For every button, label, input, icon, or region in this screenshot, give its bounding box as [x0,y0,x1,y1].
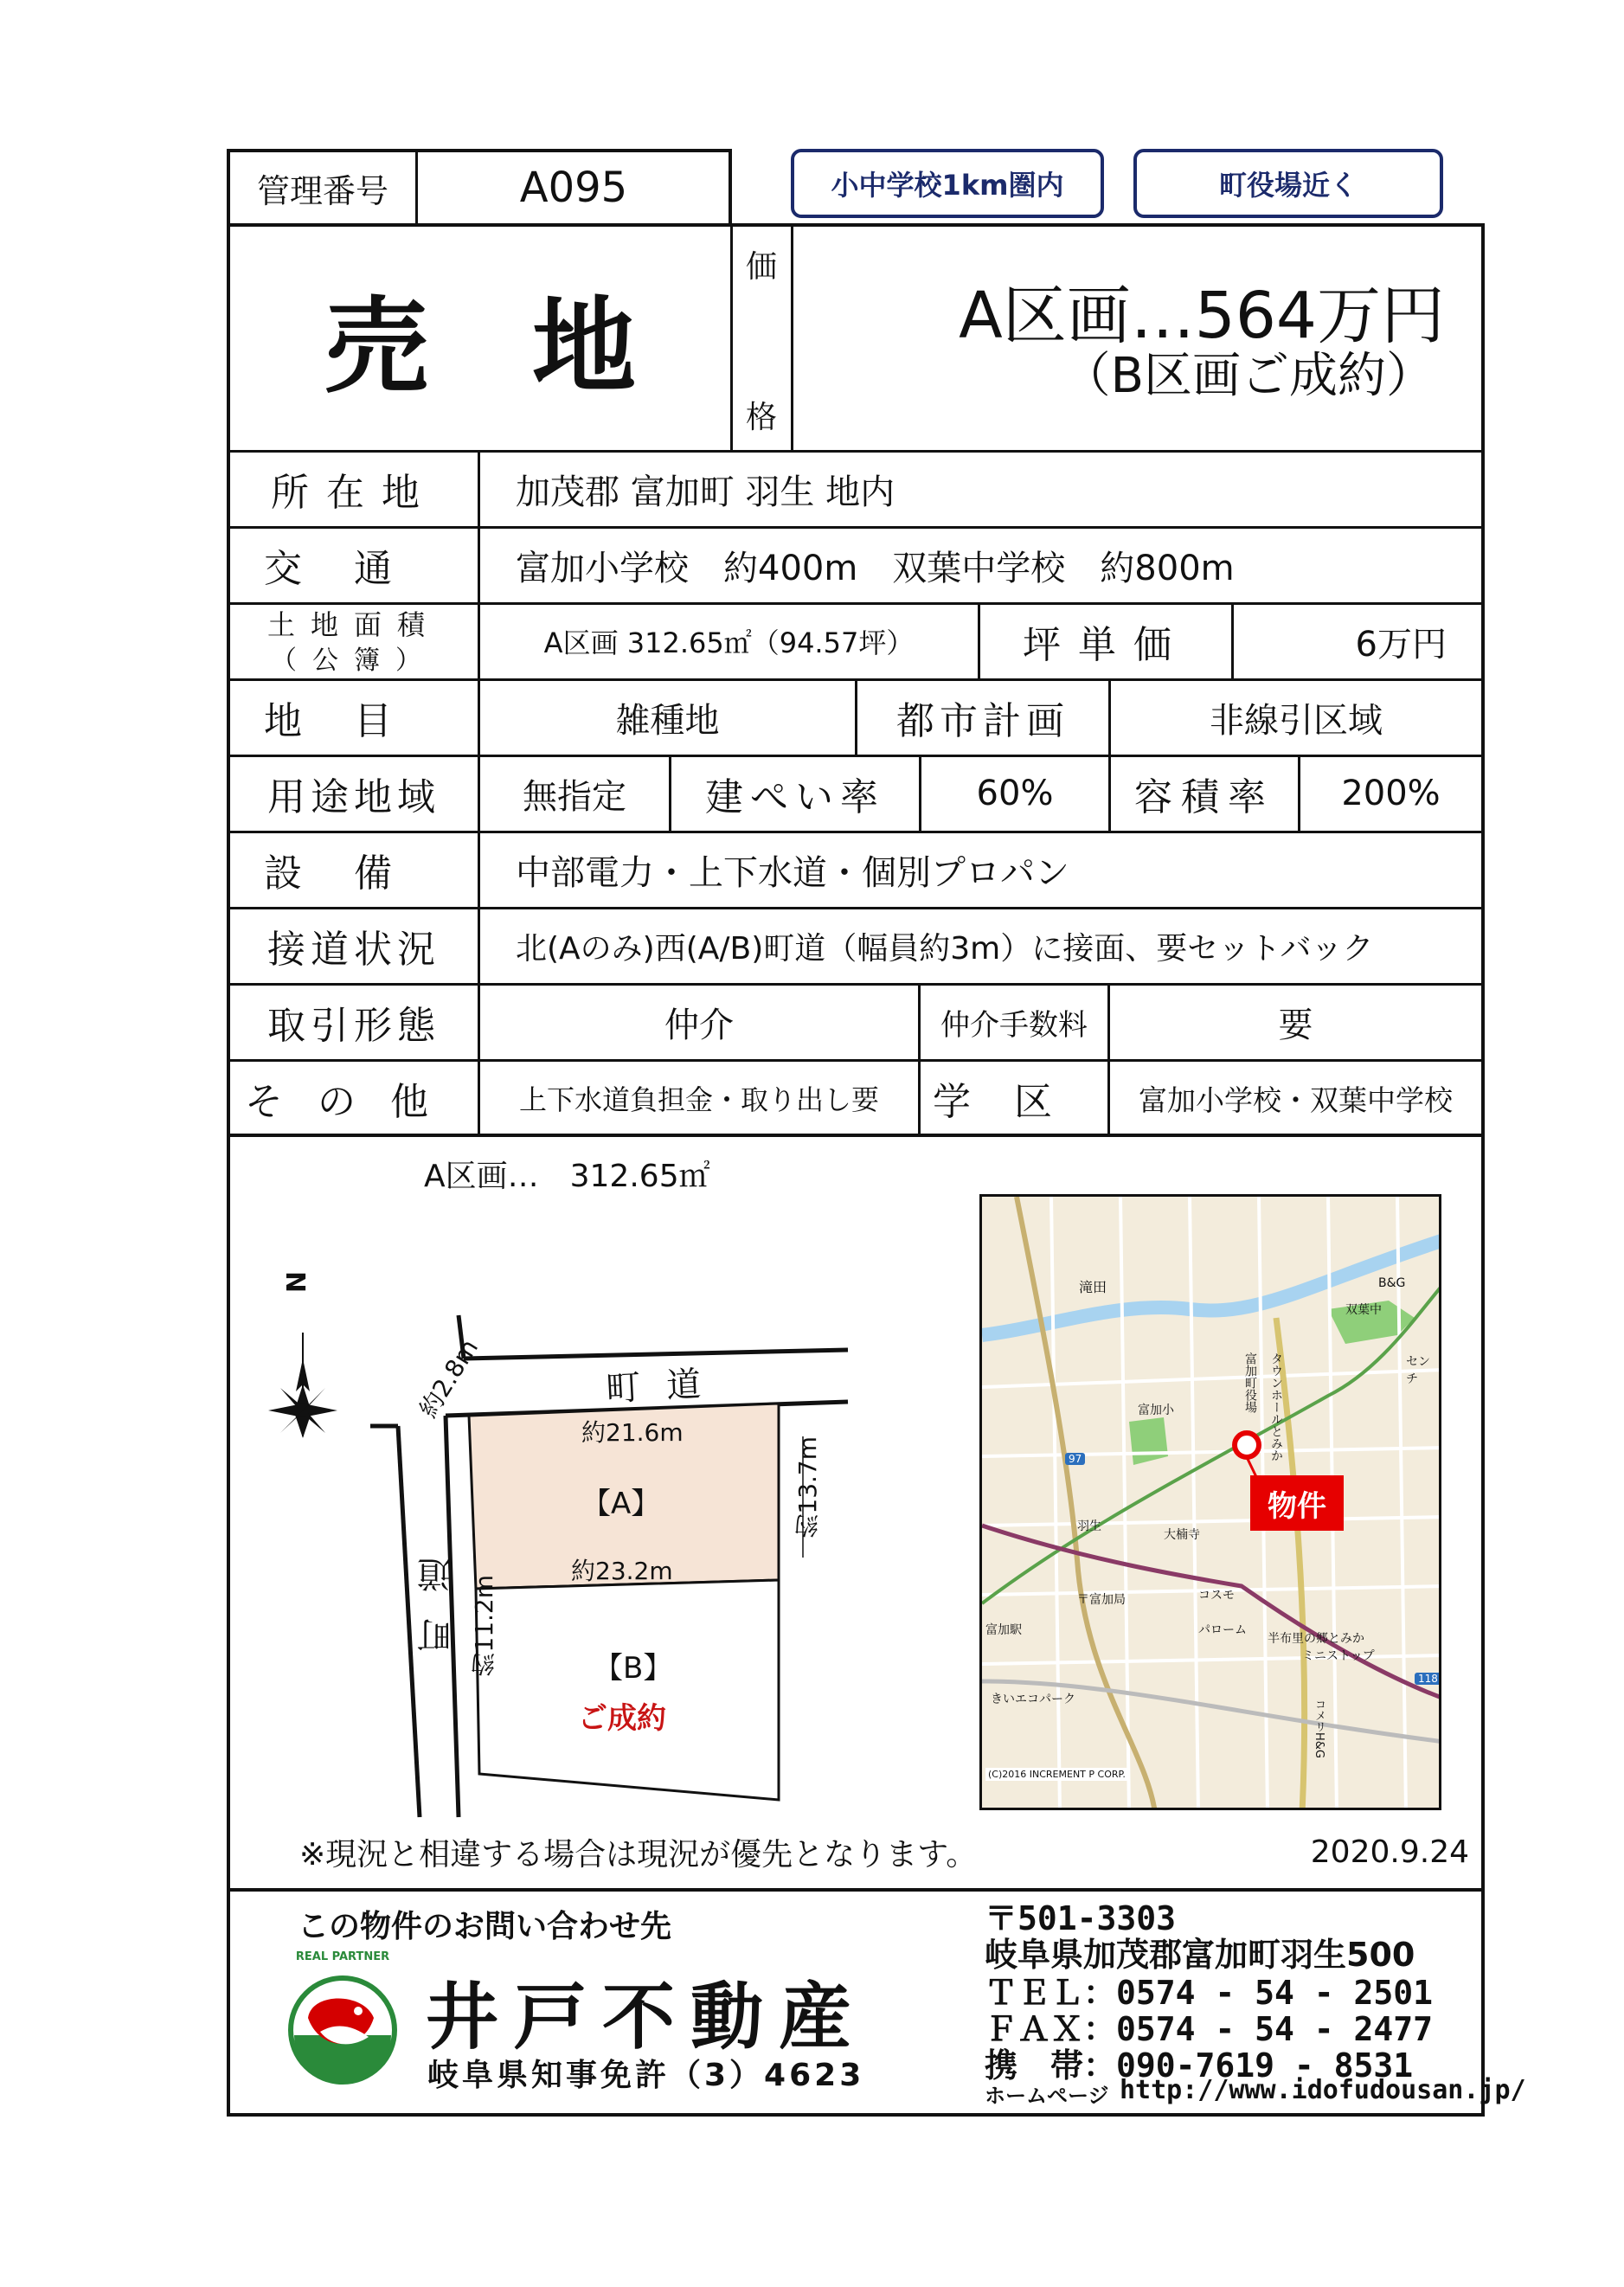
zoning-value: 無指定 [523,776,626,817]
price-label-bottom: 格 [745,399,777,435]
land-type-value: 雑種地 [615,700,720,741]
road-top-label: 町道 [605,1363,729,1410]
map-label: センチ [1406,1355,1430,1386]
management-number-label: 管理番号 [256,171,388,210]
map-label: 半布里の郷とみか [1268,1632,1364,1646]
plot-caption: A区画… 312.65㎡ [424,1158,710,1194]
fax-number: ＦＡＸ：0574 - 54 - 2477 [985,2010,1434,2048]
price-main: A区画…564万円 [959,279,1445,353]
management-number-value: A095 [519,164,628,212]
dimension-right: 約13.7m [793,1436,822,1539]
badge-school-nearby: 小中学校1km圏内 [791,149,1104,218]
building-coverage-label: 建ぺい率 [705,775,885,819]
dimension-bottom: 約23.2m [571,1557,673,1585]
page-title: 売 地 [324,287,636,408]
area-label-top: 土地面積 [266,608,440,641]
city-plan-label: 都市計画 [896,699,1069,743]
divider [730,223,733,452]
map-route-badge: 97 [1065,1453,1085,1465]
map-label: 富加町役場 [1243,1352,1257,1413]
city-plan-value: 非線引区域 [1210,700,1383,741]
compass-rose [268,1333,337,1438]
contact-heading: この物件のお問い合わせ先 [298,1909,672,1944]
school-district-label: 学区 [933,1080,1095,1124]
logo-text: REAL PARTNER [295,1950,390,1963]
postal-code: 〒501-3303 [985,1899,1177,1937]
tel-number: ＴＥＬ：0574 - 54 - 2501 [985,1974,1434,2012]
lot-b-label: 【B】 [594,1651,673,1686]
map-label: 滝田 [1079,1279,1107,1295]
land-type-label: 地目 [264,699,444,743]
map-label: パローム [1198,1623,1247,1637]
dimension-top: 約21.6m [581,1418,684,1447]
map-label: 富加駅 [985,1623,1022,1637]
road-access-label: 接道状況 [267,928,440,972]
map-label: きいエコパーク [991,1693,1075,1706]
map-property-marker-label: 物件 [1250,1475,1344,1531]
disclaimer: ※現況と相違する場合は現況が優先となります。 [299,1836,978,1873]
address: 岐阜県加茂郡富加町羽生500 [985,1936,1415,1974]
lot-b [476,1580,779,1800]
mobile-number: 携 帯：090-7619 - 8531 [985,2046,1414,2085]
map-label: タウンホールとみか [1269,1352,1283,1461]
location-map [979,1194,1441,1810]
location-label: 所在地 [271,471,437,515]
area-label-bottom: （公簿） [271,646,437,676]
floor-area-ratio-value: 200% [1341,774,1441,813]
plot-diagram [242,1211,865,1834]
compass-north-label: N [279,1270,311,1294]
dimension-left: 約11.2m [470,1575,498,1677]
zoning-label: 用途地域 [267,775,440,819]
area-value: A区画 312.65㎡（94.57坪） [543,626,915,659]
transport-value: 富加小学校 約400m 双葉中学校 約800m [516,548,1235,588]
map-label: 双葉中 [1345,1303,1382,1317]
map-label: 〒富加局 [1077,1593,1126,1607]
badge-town-office-nearby: 町役場近く [1133,149,1443,218]
lot-b-sold-status: ご成約 [578,1701,666,1736]
road-left-label: 町道 [417,1532,457,1653]
map-label: B&G [1378,1276,1406,1290]
location-value: 加茂郡 富加町 羽生 地内 [516,472,895,512]
map-label: 羽生 [1077,1519,1101,1533]
map-label: コメリH&G [1313,1699,1326,1758]
road-access-value: 北(Aのみ)西(A/B)町道（幅員約3m）に接面、要セットバック [516,930,1374,967]
other-label: その他 [245,1080,463,1124]
map-label: 大楠寺 [1164,1528,1200,1542]
brokerage-fee-value: 要 [1278,1005,1313,1045]
floor-area-ratio-label: 容積率 [1134,775,1274,819]
lot-a-label: 【A】 [581,1487,661,1521]
other-value: 上下水道負担金・取り出し要 [518,1083,879,1116]
date: 2020.9.24 [1310,1834,1469,1870]
transaction-value: 仲介 [664,1005,734,1045]
unit-price-value: 6万円 [1355,624,1447,665]
map-copyright: (C)2016 INCREMENT P CORP. [985,1768,1128,1781]
homepage-label: ホームページ [985,2084,1109,2108]
facilities-label: 設備 [264,851,444,896]
map-label: コスモ [1198,1589,1235,1603]
price-label-top: 価 [745,248,777,285]
price-sub: （B区画ご成約） [1062,348,1435,404]
company-logo [286,1957,400,2087]
divider [791,223,793,452]
school-district-value: 富加小学校・双葉中学校 [1139,1082,1453,1117]
facilities-value: 中部電力・上下水道・個別プロパン [516,852,1069,893]
map-label: 富加小 [1138,1404,1174,1417]
building-coverage-value: 60% [976,774,1054,813]
road-edge [464,1350,848,1359]
map-route-badge: 118 [1415,1673,1441,1685]
company-name: 井戸不動産 [426,1975,868,2059]
map-label: ミニストップ [1302,1649,1375,1663]
brokerage-fee-label: 仲介手数料 [940,1007,1088,1043]
transport-label: 交通 [264,547,444,591]
homepage-link[interactable]: http://www.idofudousan.jp/ [1120,2075,1526,2105]
unit-price-label: 坪単価 [1023,623,1189,667]
transaction-label: 取引形態 [267,1004,440,1048]
dimension-corner: 約2.8m [414,1334,485,1423]
license-number: 岐阜県知事免許（3）4623 [427,2058,865,2093]
